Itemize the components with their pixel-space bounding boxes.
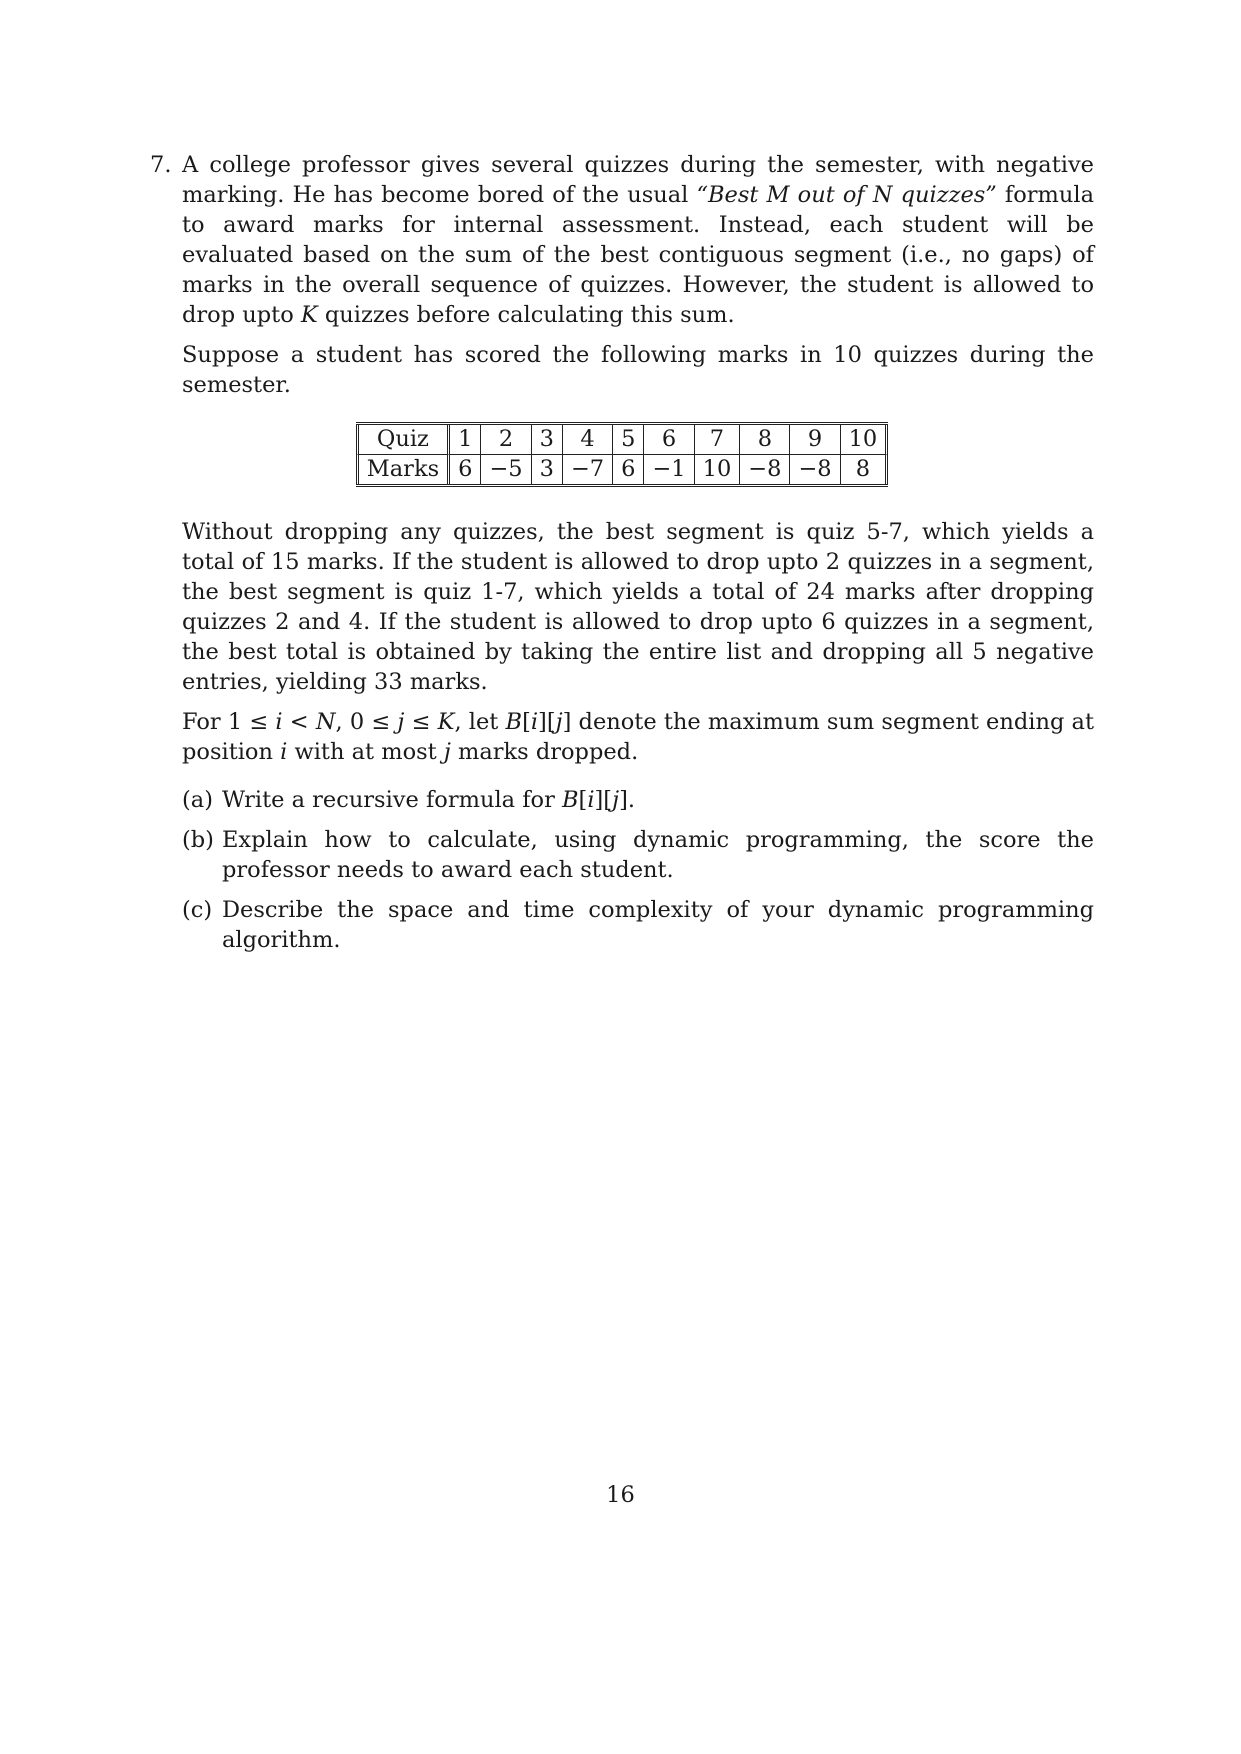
problem-7 bbox=[150, 150, 1094, 965]
marks-cell: −8 bbox=[790, 455, 840, 484]
quiz-cell: 5 bbox=[613, 425, 644, 455]
marks-cell: −1 bbox=[644, 455, 694, 484]
problem-body bbox=[182, 150, 1094, 955]
quiz-cell: 6 bbox=[644, 425, 694, 455]
definition-paragraph: For 1 ≤ i < N, 0 ≤ j ≤ K, let B[i][j] denote the maximum sum segment ending at position i with at most j marks dropped. bbox=[182, 709, 1094, 765]
marks-table-wrapper bbox=[150, 422, 1094, 487]
sub-question-c: (c) Describe the space and time complexity of your dynamic programming algorithm. bbox=[182, 897, 1094, 953]
marks-table bbox=[356, 422, 889, 487]
page-number: 16 bbox=[606, 1482, 635, 1508]
sub-question-label: (b) bbox=[182, 827, 214, 853]
marks-cell: −5 bbox=[481, 455, 531, 484]
marks-row-header: Marks bbox=[356, 455, 450, 484]
quiz-cell: 9 bbox=[790, 425, 840, 455]
sub-question-label: (a) bbox=[182, 787, 213, 813]
problem-number: 7. bbox=[150, 152, 172, 178]
marks-cell: −8 bbox=[740, 455, 790, 484]
quiz-cell: 1 bbox=[450, 425, 481, 455]
quiz-cell: 2 bbox=[481, 425, 531, 455]
suppose-paragraph: Suppose a student has scored the following marks in 10 quizzes during the semester. bbox=[182, 342, 1094, 398]
sub-question-b: (b) Explain how to calculate, using dynamic programming, the score the professor needs to award each student. bbox=[182, 827, 1094, 883]
marks-cell: 10 bbox=[695, 455, 741, 484]
marks-cell: −7 bbox=[563, 455, 613, 484]
best-m-of-n-phrase: “Best M out of N quizzes” bbox=[696, 182, 997, 208]
marks-cell: 8 bbox=[841, 455, 889, 484]
quiz-row bbox=[356, 425, 889, 455]
marks-cell: 6 bbox=[613, 455, 644, 484]
marks-cell: 6 bbox=[450, 455, 481, 484]
quiz-cell: 3 bbox=[532, 425, 563, 455]
quiz-cell: 8 bbox=[740, 425, 790, 455]
sub-question-label: (c) bbox=[182, 897, 213, 923]
quiz-cell: 7 bbox=[695, 425, 741, 455]
sub-questions bbox=[182, 785, 1094, 955]
quiz-row-header: Quiz bbox=[356, 425, 450, 455]
marks-cell: 3 bbox=[532, 455, 563, 484]
explanation-paragraph: Without dropping any quizzes, the best segment is quiz 5-7, which yields a total of 15 marks. If the student is allowed to drop upto 2 quizzes in a segment, the best segment is quiz 1-7, which yields a total of 24 marks after dropping quizzes 2 and 4. If the student is allowed to drop upto 6 quizzes in a segment, the best total is obtained by taking the entire list and dropping all 5 negative entries, yielding 33 marks. bbox=[182, 519, 1094, 695]
quiz-cell: 4 bbox=[563, 425, 613, 455]
intro-paragraph: A college professor gives several quizzes during the semester, with negative marking. He has become bored of the usual “Best M out of N quizzes” formula to award marks for internal assessment. Instead, each student will be evaluated based on the sum of the best contiguous segment (i.e., no gaps) of marks in the overall sequence of quizzes. However, the student is allowed to drop upto K quizzes before calculating this sum. bbox=[182, 152, 1094, 328]
sub-question-a: (a) Write a recursive formula for B[i][j]. bbox=[182, 787, 635, 813]
quiz-cell: 10 bbox=[841, 425, 889, 455]
marks-row bbox=[356, 455, 889, 484]
var-k: K bbox=[300, 302, 318, 328]
